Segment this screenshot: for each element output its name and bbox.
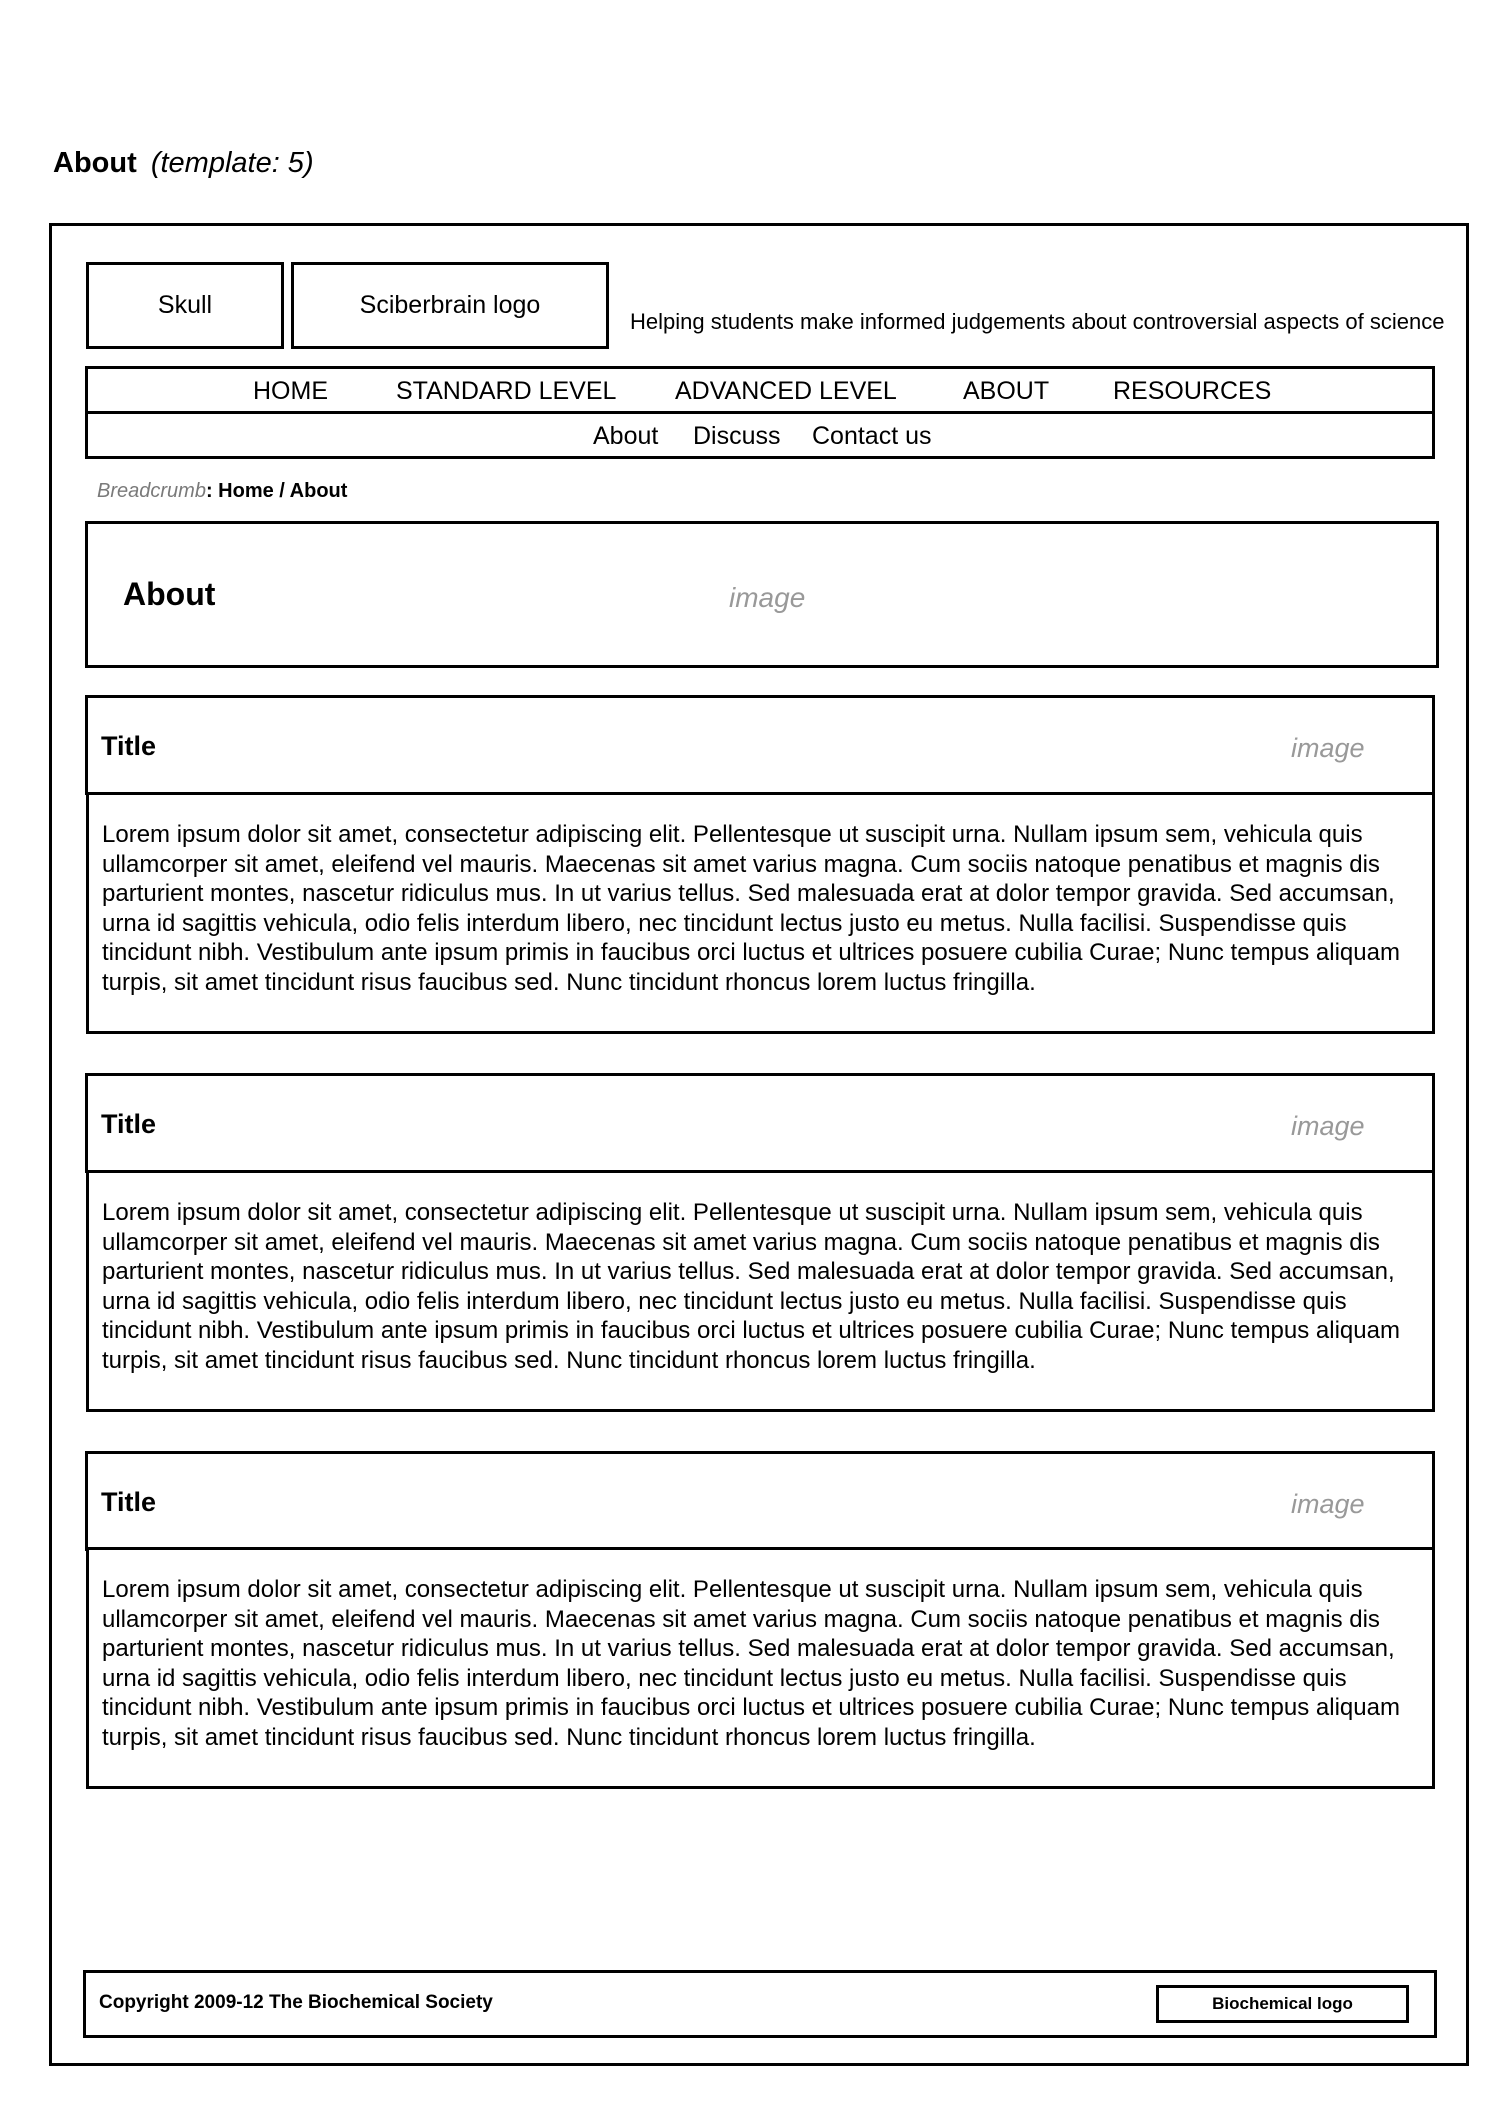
sub-nav xyxy=(85,411,1435,459)
section-title: Title xyxy=(101,1109,157,1139)
hero-title: About xyxy=(123,576,216,612)
breadcrumb xyxy=(97,480,347,503)
site-logo-label: Sciberbrain logo xyxy=(359,291,541,319)
section-body xyxy=(86,1547,1435,1789)
footer-logo-label: Biochemical logo xyxy=(1212,1994,1353,2013)
hero-image-placeholder: image xyxy=(729,582,806,613)
section-image-placeholder: image xyxy=(1291,1111,1365,1141)
hero-banner xyxy=(85,521,1439,668)
footer xyxy=(83,1970,1437,2038)
section-header xyxy=(85,1073,1435,1173)
footer-copyright: Copyright 2009-12 The Biochemical Society xyxy=(99,1992,493,2013)
section-header xyxy=(85,1451,1435,1551)
section-body xyxy=(86,792,1435,1034)
section-title: Title xyxy=(101,1487,157,1517)
section-text: Lorem ipsum dolor sit amet, consectetur adipiscing elit. Pellentesque ut suscipit urna. Nullam ipsum sem, vehicula quis ullamcorper sit amet, eleifend vel mauris. Maecenas sit amet varius magna. Cum sociis natoque penatibus et magnis dis parturient montes, nascetur ridiculus mus. In ut varius tellus. Sed malesuada erat at dolor tempor gravida. Sed accumsan, urna id sagittis vehicula, odio felis interdum libero, nec tincidunt lectus justo eu metus. Nulla facilisi. Suspendisse quis tincidunt nibh. Vestibulum ante ipsum primis in faucibus orci luctus et ultrices posuere cubilia Curae; Nunc tempus aliquam turpis, sit amet tincidunt risus faucibus sed. Nunc tincidunt rhoncus lorem luctus fringilla. xyxy=(102,1199,1400,1374)
section-image-placeholder: image xyxy=(1291,733,1365,763)
section-image-placeholder: image xyxy=(1291,1489,1365,1519)
section-text: Lorem ipsum dolor sit amet, consectetur adipiscing elit. Pellentesque ut suscipit urna. Nullam ipsum sem, vehicula quis ullamcorper sit amet, eleifend vel mauris. Maecenas sit amet varius magna. Cum sociis natoque penatibus et magnis dis parturient montes, nascetur ridiculus mus. In ut varius tellus. Sed malesuada erat at dolor tempor gravida. Sed accumsan, urna id sagittis vehicula, odio felis interdum libero, nec tincidunt lectus justo eu metus. Nulla facilisi. Suspendisse quis tincidunt nibh. Vestibulum ante ipsum primis in faucibus orci luctus et ultrices posuere cubilia Curae; Nunc tempus aliquam turpis, sit amet tincidunt risus faucibus sed. Nunc tincidunt rhoncus lorem luctus fringilla. xyxy=(102,821,1400,996)
page-title: About xyxy=(53,147,137,179)
breadcrumb-path[interactable]: Home / About xyxy=(212,480,348,502)
nav-item-resources[interactable]: RESOURCES xyxy=(1113,377,1272,405)
subnav-item-discuss[interactable]: Discuss xyxy=(693,422,781,450)
subnav-item-contact-us[interactable]: Contact us xyxy=(812,422,932,450)
nav-item-home[interactable]: HOME xyxy=(253,377,328,405)
section-body xyxy=(86,1170,1435,1412)
section-text: Lorem ipsum dolor sit amet, consectetur adipiscing elit. Pellentesque ut suscipit urna. Nullam ipsum sem, vehicula quis ullamcorper sit amet, eleifend vel mauris. Maecenas sit amet varius magna. Cum sociis natoque penatibus et magnis dis parturient montes, nascetur ridiculus mus. In ut varius tellus. Sed malesuada erat at dolor tempor gravida. Sed accumsan, urna id sagittis vehicula, odio felis interdum libero, nec tincidunt lectus justo eu metus. Nulla facilisi. Suspendisse quis tincidunt nibh. Vestibulum ante ipsum primis in faucibus orci luctus et ultrices posuere cubilia Curae; Nunc tempus aliquam turpis, sit amet tincidunt risus faucibus sed. Nunc tincidunt rhoncus lorem luctus fringilla. xyxy=(102,1576,1400,1751)
section-title: Title xyxy=(101,731,157,761)
breadcrumb-label: Breadcrumb xyxy=(97,480,206,502)
footer-logo[interactable] xyxy=(1156,1985,1409,2023)
template-note: (template: 5) xyxy=(150,147,314,179)
site-tagline: Helping students make informed judgements about controversial aspects of science xyxy=(630,309,1445,334)
skull-image-placeholder xyxy=(86,262,284,349)
site-logo[interactable] xyxy=(291,262,609,349)
subnav-item-about[interactable]: About xyxy=(593,422,659,450)
nav-item-about[interactable]: ABOUT xyxy=(963,377,1050,405)
page-heading xyxy=(53,147,314,180)
skull-label: Skull xyxy=(157,291,213,319)
nav-item-standard-level[interactable]: STANDARD LEVEL xyxy=(396,377,617,405)
main-nav xyxy=(85,366,1435,414)
breadcrumb-separator: : xyxy=(205,480,213,502)
nav-item-advanced-level[interactable]: ADVANCED LEVEL xyxy=(675,377,897,405)
section-header xyxy=(85,695,1435,795)
